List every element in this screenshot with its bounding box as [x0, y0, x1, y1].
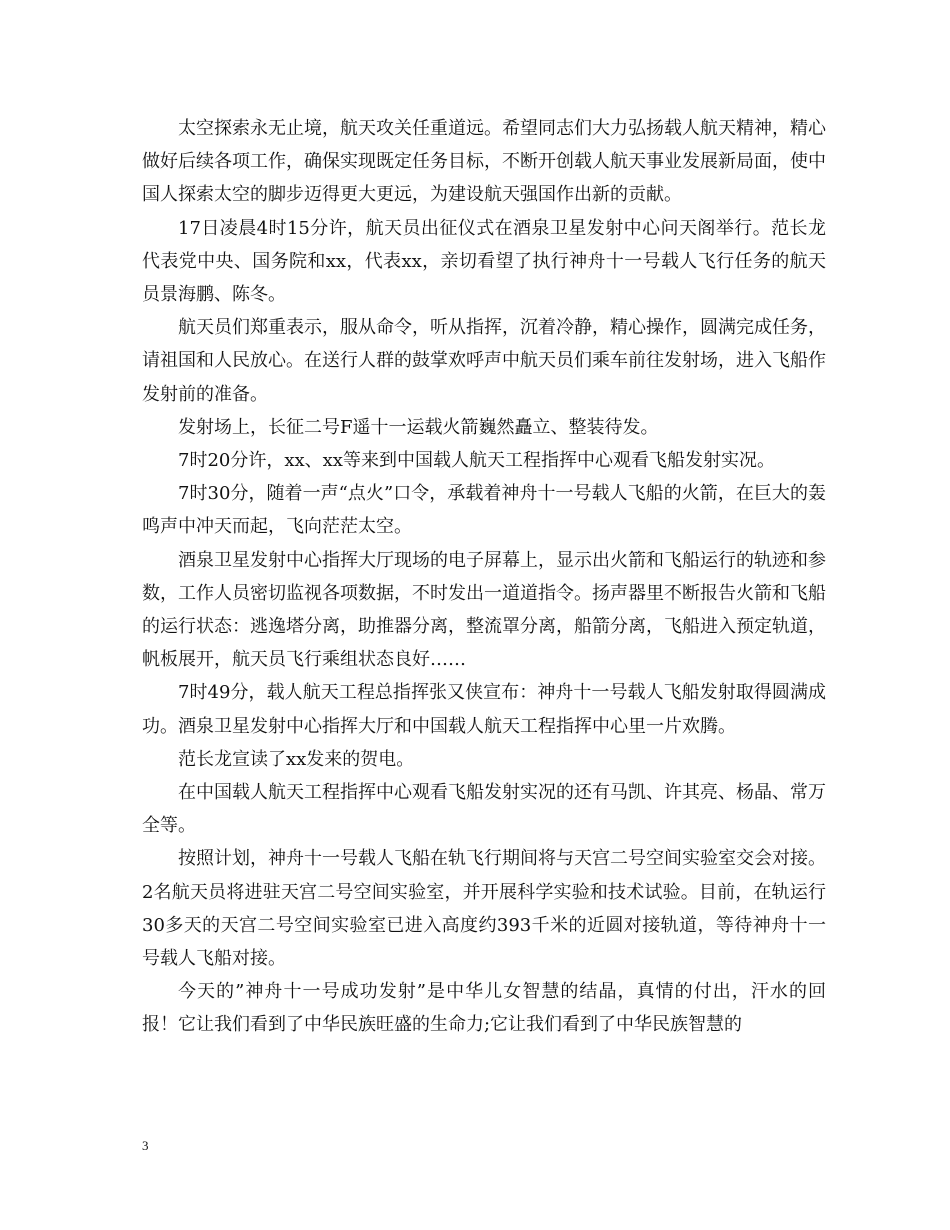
paragraph-command-center-visit: 7时20分许，xx、xx等来到中国载人航天工程指挥中心观看飞船发射实况。: [178, 450, 775, 472]
page-number: 3: [142, 1138, 149, 1153]
paragraph-launch-site: 发射场上，长征二号F遥十一运载火箭巍然矗立、整装待发。: [178, 416, 659, 438]
document-body: [142, 112, 826, 1042]
paragraph-congratulations: 范长龙宣读了xx发来的贺电。: [178, 748, 415, 770]
paragraph-ignition: 7时30分，随着一声“点火”口令，承载着神舟十一号载人飞船的火箭，在巨大的轰鸣声中冲天而起，飞向茫茫太空。: [142, 483, 826, 538]
paragraph-control-hall: 酒泉卫星发射中心指挥大厅现场的电子屏幕上，显示出火箭和飞船运行的轨迹和参数，工作人员密切监视各项数据，不时发出一道道指令。扬声器里不断报告火箭和飞船的运行状态：逃逸塔分离，助推器分离，整流罩分离，船箭分离，飞船进入预定轨道，帆板展开，航天员飞行乘组状态良好……: [142, 549, 826, 671]
paragraph-astronauts-pledge: 航天员们郑重表示，服从命令，听从指挥，沉着冷静，精心操作，圆满完成任务，请祖国和人民放心。在送行人群的鼓掌欢呼声中航天员们乘车前往发射场，进入飞船作发射前的准备。: [142, 317, 826, 405]
paragraph-reflection: 今天的”神舟十一号成功发射”是中华儿女智慧的结晶，真情的付出，汗水的回报！它让我们看到了中华民族旺盛的生命力;它让我们看到了中华民族智慧的: [142, 981, 826, 1036]
paragraph-attendees: 在中国载人航天工程指挥中心观看飞船发射实况的还有马凯、许其亮、杨晶、常万全等。: [142, 782, 826, 837]
paragraph-departure-ceremony: 17日凌晨4时15分许，航天员出征仪式在酒泉卫星发射中心问天阁举行。范长龙代表党中央、国务院和xx，代表xx，亲切看望了执行神舟十一号载人飞行任务的航天员景海鹏、陈冬。: [142, 217, 826, 306]
paragraph-space-exploration: 太空探索永无止境，航天攻关任重道远。希望同志们大力弘扬载人航天精神，精心做好后续各项工作，确保实现既定任务目标，不断开创载人航天事业发展新局面，使中国人探索太空的脚步迈得更大更远，为建设航天强国作出新的贡献。: [142, 118, 826, 206]
paragraph-docking-plan: 按照计划，神舟十一号载人飞船在轨飞行期间将与天宫二号空间实验室交会对接。2名航天员将进驻天宫二号空间实验室，并开展科学实验和技术试验。目前，在轨运行30多天的天宫二号空间实验室已进入高度约393千米的近圆对接轨道，等待神舟十一号载人飞船对接。: [142, 848, 826, 970]
paragraph-launch-success: 7时49分，载人航天工程总指挥张又侠宣布：神舟十一号载人飞船发射取得圆满成功。酒泉卫星发射中心指挥大厅和中国载人航天工程指挥中心里一片欢腾。: [142, 682, 826, 737]
